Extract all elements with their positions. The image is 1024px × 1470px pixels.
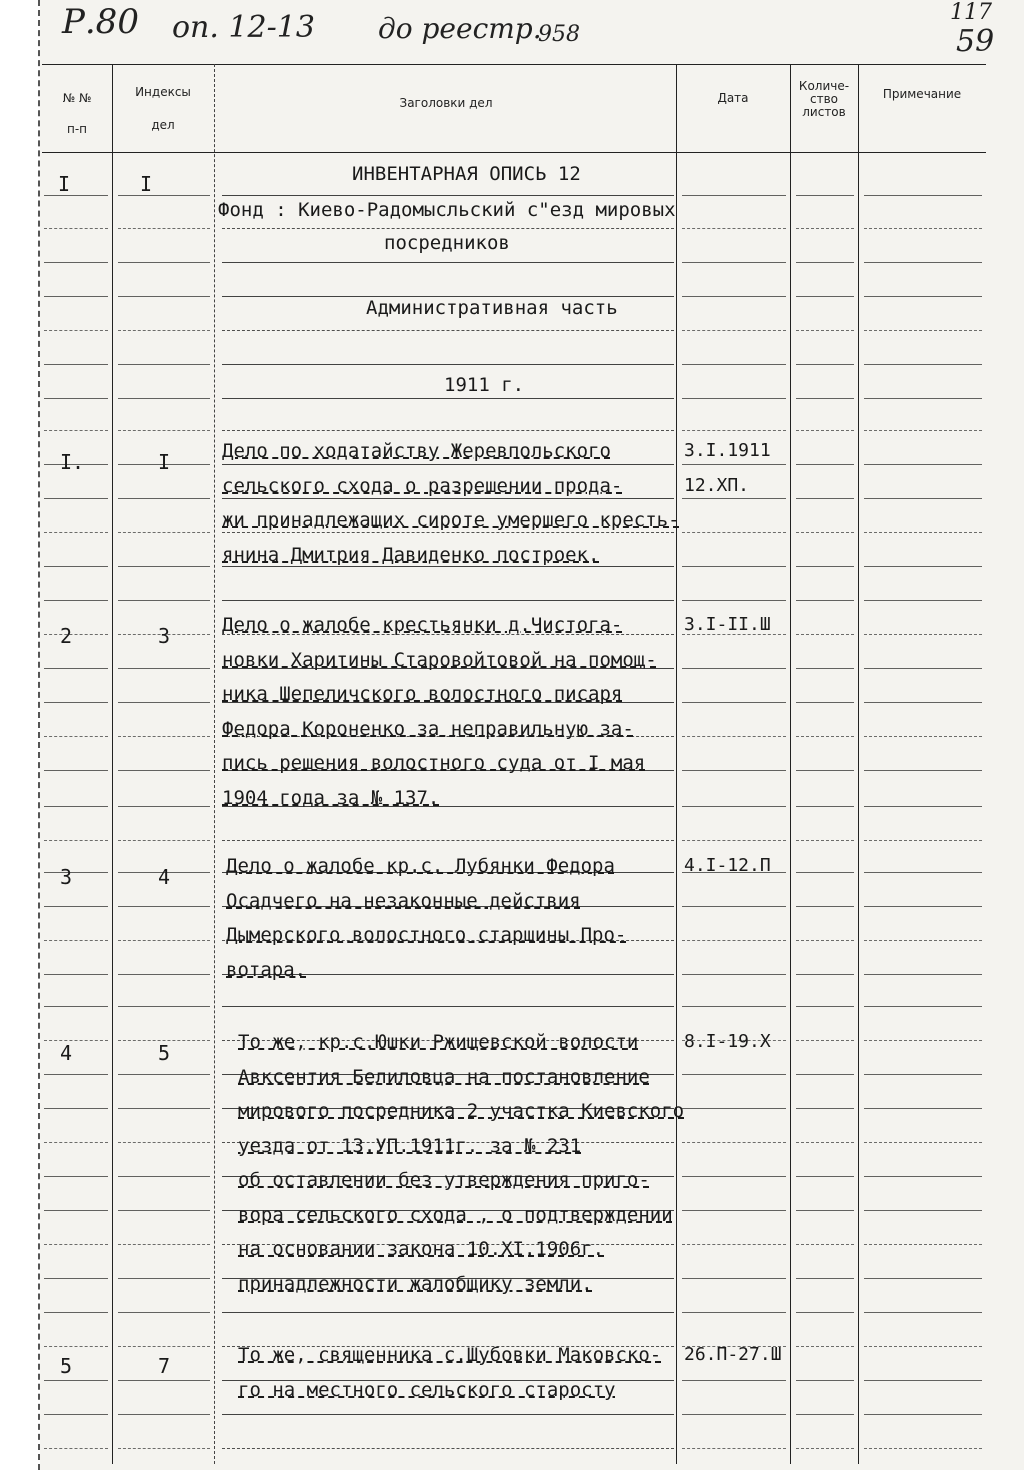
rule-line <box>796 228 854 229</box>
rule-line <box>44 1380 108 1381</box>
rule-line <box>118 668 210 669</box>
record-title-line: ника Шепеличского волостного писаря <box>222 683 623 705</box>
record-date: 4.I-12.П <box>684 855 771 876</box>
rule-line <box>44 806 108 807</box>
rule-line <box>44 430 108 431</box>
rule-line <box>118 364 210 365</box>
rule-line <box>796 806 854 807</box>
rule-line <box>864 668 982 669</box>
rule-line <box>864 228 982 229</box>
rule-line <box>682 940 786 941</box>
rule-line <box>44 668 108 669</box>
rule-line <box>44 1108 108 1109</box>
rule-line <box>864 464 982 465</box>
heading-num: I <box>58 172 71 196</box>
rule-line <box>682 1448 786 1449</box>
record-date: 3.I.1911 <box>684 440 771 461</box>
rule-line <box>44 1244 108 1245</box>
record-number: I. <box>60 450 85 474</box>
rule-line <box>682 840 786 841</box>
header-num-label: № № п-п <box>62 91 92 136</box>
rule-line <box>864 770 982 771</box>
record-title-line: Авксентия Белиловца на постановление <box>238 1065 650 1088</box>
rule-line <box>796 398 854 399</box>
rule-line <box>118 736 210 737</box>
rule-line <box>118 498 210 499</box>
rule-line <box>118 1006 210 1007</box>
rule-line <box>222 195 674 196</box>
rule-line <box>222 464 674 465</box>
rule-line <box>864 262 982 263</box>
rule-line <box>796 702 854 703</box>
registry-number-mark: 958 <box>538 22 580 47</box>
rule-line <box>682 464 786 465</box>
rule-line <box>44 364 108 365</box>
rule-line <box>118 974 210 975</box>
rule-line <box>864 498 982 499</box>
rule-line <box>118 1108 210 1109</box>
rule-line <box>222 1414 674 1415</box>
rule-line <box>44 262 108 263</box>
rule-line <box>118 1074 210 1075</box>
rule-line <box>44 1176 108 1177</box>
record-date: 8.I-19.Х <box>684 1031 771 1052</box>
rule-line <box>44 296 108 297</box>
record-title-line: новки Харитины Старовойтовой на помощ- <box>222 648 657 671</box>
rule-line <box>44 1346 108 1347</box>
rule-line <box>682 806 786 807</box>
record-index: 3 <box>158 624 171 648</box>
col-divider-4 <box>790 64 791 1464</box>
rule-line <box>44 634 108 635</box>
rule-line <box>864 296 982 297</box>
record-index: 7 <box>158 1354 171 1378</box>
rule-line <box>222 262 674 263</box>
rule-line <box>44 736 108 737</box>
rule-line <box>44 398 108 399</box>
record-date: 26.П-27.Ш <box>684 1344 782 1365</box>
rule-line <box>118 195 210 196</box>
rule-line <box>682 1006 786 1007</box>
rule-line <box>44 974 108 975</box>
rule-line <box>796 840 854 841</box>
rule-line <box>682 364 786 365</box>
rule-line <box>796 464 854 465</box>
col-divider-3 <box>676 64 677 1464</box>
rule-line <box>796 1244 854 1245</box>
rule-line <box>44 195 108 196</box>
rule-line <box>864 974 982 975</box>
rule-line <box>682 668 786 669</box>
record-title-line: уезда от 13.УП.1911г. за № 231 <box>238 1134 582 1157</box>
rule-line <box>796 1380 854 1381</box>
rule-line <box>796 1278 854 1279</box>
record-title-line: принадлежности жалобщику земли. <box>238 1272 593 1295</box>
rule-line <box>796 1074 854 1075</box>
rule-line <box>796 770 854 771</box>
rule-line <box>796 906 854 907</box>
record-index: 4 <box>158 865 171 889</box>
rule-line <box>118 262 210 263</box>
rule-line <box>222 600 674 601</box>
rule-line <box>796 1108 854 1109</box>
record-number: 4 <box>60 1041 73 1065</box>
rule-line <box>44 906 108 907</box>
rule-line <box>796 430 854 431</box>
rule-line <box>864 532 982 533</box>
rule-line <box>796 736 854 737</box>
rule-line <box>682 974 786 975</box>
rule-line <box>118 296 210 297</box>
rule-line <box>118 532 210 533</box>
rule-line <box>222 840 674 841</box>
rule-line <box>864 1448 982 1449</box>
rule-line <box>796 600 854 601</box>
registry-note-mark: до реестр. <box>378 12 542 45</box>
rule-line <box>682 330 786 331</box>
rule-line <box>222 498 674 499</box>
record-title-line: Дело о жалобе кр.с. Лубянки Федора <box>226 855 615 877</box>
rule-line <box>118 1414 210 1415</box>
record-title-line: То же, священника с.Шубовки Маковско- <box>238 1344 662 1366</box>
rule-line <box>796 1414 854 1415</box>
rule-line <box>44 1210 108 1211</box>
rule-line <box>118 330 210 331</box>
header-bottom-rule <box>42 152 986 153</box>
record-title-line: янина Дмитрия Давиденко построек. <box>222 543 600 566</box>
rule-line <box>682 1380 786 1381</box>
rule-line <box>682 398 786 399</box>
rule-line <box>118 1142 210 1143</box>
rule-line <box>682 1210 786 1211</box>
rule-line <box>864 702 982 703</box>
record-title-line: вотара. <box>226 958 307 981</box>
rule-line <box>864 1278 982 1279</box>
rule-line <box>796 1312 854 1313</box>
rule-line <box>796 498 854 499</box>
rule-line <box>118 770 210 771</box>
rule-line <box>864 1040 982 1041</box>
rule-line <box>796 262 854 263</box>
rule-line <box>796 1210 854 1211</box>
header-date-label: Дата <box>717 91 749 105</box>
record-title-line: Дымерского волостного старшины Про- <box>226 924 627 946</box>
fond-reference-mark: Р.80 <box>62 2 139 42</box>
rule-line <box>44 498 108 499</box>
rule-line <box>118 940 210 941</box>
rule-line <box>796 195 854 196</box>
rule-line <box>682 195 786 196</box>
rule-line <box>796 634 854 635</box>
col-divider-5 <box>858 64 859 1464</box>
rule-line <box>118 398 210 399</box>
opis-reference-mark: оп. 12-13 <box>172 10 315 45</box>
rule-line <box>44 1074 108 1075</box>
rule-line <box>44 1414 108 1415</box>
rule-line <box>222 228 674 229</box>
record-date: 3.I-II.Ш <box>684 614 771 635</box>
rule-line <box>796 872 854 873</box>
rule-line <box>682 228 786 229</box>
rule-line <box>222 364 674 365</box>
rule-line <box>222 330 674 331</box>
header-note-label: Примечание <box>882 87 962 101</box>
rule-line <box>682 296 786 297</box>
rule-line <box>864 1176 982 1177</box>
inventory-title: ИНВЕНТАРНАЯ ОПИСЬ 12 <box>352 163 581 185</box>
record-title-line: Федора Короненко за неправильную за- <box>222 717 634 740</box>
rule-line <box>682 498 786 499</box>
section-title: Административная часть <box>366 297 618 319</box>
rule-line <box>118 566 210 567</box>
sheet-number-bottom: 59 <box>956 24 995 59</box>
rule-line <box>864 1380 982 1381</box>
rule-line <box>118 600 210 601</box>
rule-line <box>864 736 982 737</box>
rule-line <box>118 1346 210 1347</box>
rule-line <box>796 296 854 297</box>
rule-line <box>118 1278 210 1279</box>
rule-line <box>864 600 982 601</box>
rule-line <box>796 1176 854 1177</box>
rule-line <box>864 1312 982 1313</box>
rule-line <box>796 974 854 975</box>
rule-line <box>118 840 210 841</box>
rule-line <box>44 1312 108 1313</box>
rule-line <box>44 532 108 533</box>
rule-line <box>864 1108 982 1109</box>
rule-line <box>682 1244 786 1245</box>
record-title-line: Осадчего на незаконные действия <box>226 889 581 912</box>
rule-line <box>864 1142 982 1143</box>
rule-line <box>864 195 982 196</box>
rule-line <box>44 770 108 771</box>
col-divider-2 <box>214 64 215 1464</box>
rule-line <box>118 1176 210 1177</box>
record-title-line: на основании закона 10.XI.1906г. <box>238 1238 605 1260</box>
rule-line <box>44 1142 108 1143</box>
rule-line <box>44 702 108 703</box>
rule-line <box>796 1142 854 1143</box>
record-index: 5 <box>158 1041 171 1065</box>
rule-line <box>864 1414 982 1415</box>
record-title-line: вора сельского схода , о подтверждении <box>238 1203 673 1226</box>
rule-line <box>44 1278 108 1279</box>
rule-line <box>864 634 982 635</box>
rule-line <box>222 1448 674 1449</box>
rule-line <box>864 840 982 841</box>
header-index-label: Индексы дел <box>135 85 191 132</box>
rule-line <box>118 906 210 907</box>
rule-line <box>682 430 786 431</box>
rule-line <box>682 1142 786 1143</box>
rule-line <box>222 398 674 399</box>
rule-line <box>864 430 982 431</box>
record-title-line: Дело по ходатайству Жеревпольского <box>222 440 611 462</box>
rule-line <box>796 1006 854 1007</box>
record-title-line: сельского схода о разрешении прода- <box>222 474 623 497</box>
rule-line <box>796 668 854 669</box>
rule-line <box>796 1448 854 1449</box>
rule-line <box>682 262 786 263</box>
rule-line <box>682 1414 786 1415</box>
rule-line <box>222 1312 674 1313</box>
rule-line <box>44 600 108 601</box>
rule-line <box>796 364 854 365</box>
rule-line <box>796 330 854 331</box>
rule-line <box>864 806 982 807</box>
scan-margin <box>0 0 40 1470</box>
rule-line <box>222 566 674 567</box>
fond-line-1: Фонд : Киево-Радомысльский с"езд мировых <box>218 199 676 221</box>
rule-line <box>222 430 674 431</box>
header-title-label: Заголовки дел <box>399 96 493 110</box>
rule-line <box>44 872 108 873</box>
rule-line <box>682 566 786 567</box>
record-title-line: го на местного сельского старосту <box>238 1378 616 1401</box>
rule-line <box>44 1006 108 1007</box>
rule-line <box>864 398 982 399</box>
rule-line <box>864 1006 982 1007</box>
rule-line <box>682 1312 786 1313</box>
rule-line <box>682 770 786 771</box>
rule-line <box>44 330 108 331</box>
rule-line <box>796 940 854 941</box>
rule-line <box>118 1448 210 1449</box>
rule-line <box>44 228 108 229</box>
record-title-line: 1904 года за № 137. <box>222 786 440 809</box>
record-title-line: пись решения волостного суда от I мая <box>222 752 646 774</box>
rule-line <box>864 364 982 365</box>
rule-line <box>864 906 982 907</box>
rule-line <box>118 806 210 807</box>
rule-line <box>222 1006 674 1007</box>
rule-line <box>864 940 982 941</box>
record-number: 2 <box>60 624 73 648</box>
rule-line <box>118 1210 210 1211</box>
rule-line <box>682 906 786 907</box>
rule-line <box>44 566 108 567</box>
rule-line <box>44 1040 108 1041</box>
rule-line <box>118 228 210 229</box>
rule-line <box>864 1244 982 1245</box>
rule-line <box>864 1346 982 1347</box>
rule-line <box>682 1108 786 1109</box>
rule-line <box>682 1074 786 1075</box>
rule-line <box>864 872 982 873</box>
rule-line <box>222 532 674 533</box>
record-date: 12.ХП. <box>684 474 750 496</box>
record-title-line: мирового посредника 2 участка Киевского <box>238 1100 685 1122</box>
rule-line <box>682 600 786 601</box>
rule-line <box>682 532 786 533</box>
rule-line <box>864 1074 982 1075</box>
record-number: 3 <box>60 865 73 889</box>
rule-line <box>864 1210 982 1211</box>
rule-line <box>44 1448 108 1449</box>
rule-line <box>44 840 108 841</box>
rule-line <box>118 1312 210 1313</box>
rule-line <box>796 566 854 567</box>
record-title-line: То же, кр.с.Юшки Ржищевской волости <box>238 1031 639 1053</box>
rule-line <box>682 736 786 737</box>
heading-index: I <box>140 172 153 196</box>
sheet-number-top: 117 <box>950 0 992 25</box>
record-number: 5 <box>60 1354 73 1378</box>
year-heading: 1911 г. <box>444 374 525 396</box>
col-divider-1 <box>112 64 113 1464</box>
rule-line <box>864 566 982 567</box>
rule-line <box>796 1040 854 1041</box>
rule-line <box>682 1176 786 1177</box>
rule-line <box>682 702 786 703</box>
record-title-line: жи принадлежащих сироте умершего кресть- <box>222 509 680 531</box>
rule-line <box>796 532 854 533</box>
record-index: I <box>158 450 171 474</box>
rule-line <box>864 330 982 331</box>
fond-line-2: посредников <box>384 232 510 254</box>
rule-line <box>44 940 108 941</box>
rule-line <box>682 1278 786 1279</box>
record-title-line: Дело о жалобе крестьянки д.Чистога- <box>222 614 623 636</box>
header-top-rule <box>42 64 986 65</box>
rule-line <box>118 1380 210 1381</box>
header-sheets-label: Количе- ство листов <box>798 79 850 119</box>
record-title-line: об оставлении без утверждения приго- <box>238 1169 650 1191</box>
rule-line <box>118 702 210 703</box>
rule-line <box>118 430 210 431</box>
rule-line <box>118 1244 210 1245</box>
rule-line <box>796 1346 854 1347</box>
